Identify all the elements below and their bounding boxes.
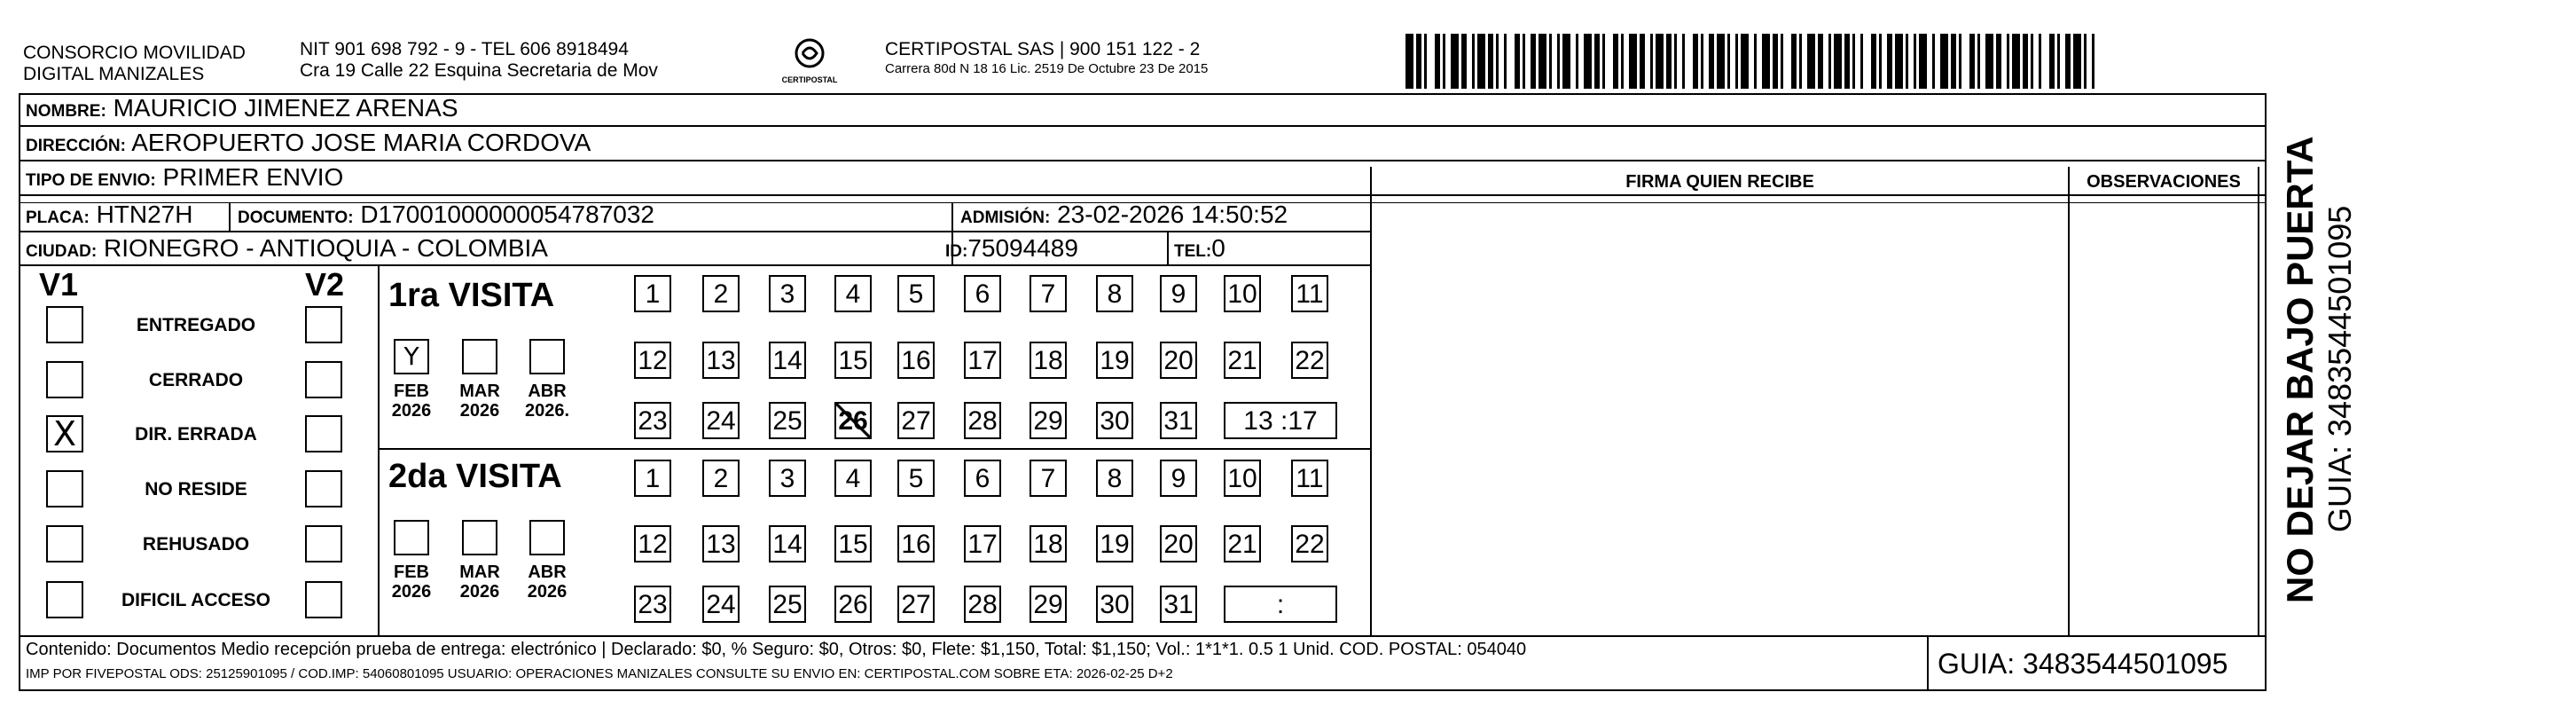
plate-value: HTN27H <box>96 201 193 228</box>
status-label: DIR. ERRADA <box>135 424 257 444</box>
day-checkbox[interactable]: 1 <box>634 460 671 497</box>
barcode-bar <box>1629 34 1637 89</box>
day-checkbox[interactable]: 21 <box>1224 342 1261 379</box>
barcode-bar <box>1451 34 1459 89</box>
day-checkbox[interactable]: 24 <box>702 586 740 623</box>
barcode-bar <box>1405 34 1413 89</box>
day-checkbox[interactable]: 26 <box>834 402 872 439</box>
barcode-bar <box>1416 34 1421 89</box>
company-line2: DIGITAL MANIZALES <box>23 64 205 84</box>
month-label: MAR <box>459 562 500 582</box>
day-checkbox[interactable]: 23 <box>634 586 671 623</box>
document-label: DOCUMENTO: <box>238 208 354 227</box>
status-label: DIFICIL ACCESO <box>121 590 270 610</box>
barcode-bar <box>1709 34 1714 89</box>
day-checkbox[interactable]: 13 <box>702 342 740 379</box>
barcode-bar <box>1996 34 2001 89</box>
day-checkbox[interactable]: 28 <box>964 586 1001 623</box>
day-checkbox[interactable]: 30 <box>1096 586 1133 623</box>
barcode-bar <box>1985 34 1993 89</box>
day-checkbox[interactable]: 14 <box>769 525 806 562</box>
barcode-bar <box>2092 34 2094 89</box>
document-value: D17001000000054787032 <box>360 201 654 228</box>
month-checkbox[interactable] <box>529 520 565 555</box>
name-label: NOMBRE: <box>26 102 106 121</box>
day-checkbox[interactable]: 29 <box>1030 402 1067 439</box>
logo-icon <box>792 35 827 71</box>
city-field <box>26 234 548 266</box>
certipostal-logo <box>770 35 850 84</box>
day-checkbox[interactable]: 12 <box>634 525 671 562</box>
company-name <box>23 43 246 85</box>
barcode-bar <box>1895 34 1903 89</box>
barcode-bar <box>1504 34 1507 89</box>
day-checkbox[interactable]: 21 <box>1224 525 1261 562</box>
day-checkbox[interactable]: 18 <box>1030 342 1067 379</box>
month-checkbox[interactable] <box>394 520 429 555</box>
name-value: MAURICIO JIMENEZ ARENAS <box>113 94 458 122</box>
month-label: ABR <box>528 562 567 582</box>
time-box[interactable]: : <box>1224 586 1337 623</box>
v1-checkbox[interactable] <box>46 581 83 618</box>
barcode-bar <box>1549 34 1552 89</box>
barcode-bar <box>1951 34 1956 89</box>
day-checkbox[interactable]: 26 <box>834 586 872 623</box>
nit-line: NIT 901 698 792 - 9 - TEL 606 8918494 <box>300 39 629 59</box>
barcode-bar <box>1852 34 1855 89</box>
barcode-bar <box>1443 34 1445 89</box>
year-label: 2026 <box>391 401 432 421</box>
month-label: FEB <box>394 562 429 582</box>
address-line: Cra 19 Calle 22 Esquina Secretaria de Mov <box>300 60 658 81</box>
barcode-bar <box>1799 34 1802 89</box>
col-line <box>2258 167 2259 635</box>
type-label: TIPO DE ENVIO: <box>26 171 156 190</box>
day-checkbox[interactable]: 9 <box>1160 460 1197 497</box>
barcode-bar <box>1773 34 1778 89</box>
barcode-bar <box>1871 34 1876 89</box>
type-field <box>26 163 343 195</box>
v2-checkbox[interactable] <box>305 470 342 507</box>
day-checkbox[interactable]: 15 <box>834 342 872 379</box>
day-checkbox[interactable]: 9 <box>1160 275 1197 312</box>
day-checkbox[interactable]: 23 <box>634 402 671 439</box>
barcode-bar <box>1906 34 1908 89</box>
barcode-bar <box>1727 34 1730 89</box>
month-label: FEB <box>394 382 429 401</box>
barcode-bar <box>1656 34 1664 89</box>
col-line <box>2068 167 2070 635</box>
day-checkbox[interactable]: 24 <box>702 402 740 439</box>
footer-guide: GUIA: 3483544501095 <box>1938 648 2228 680</box>
content-line: Contenido: Documentos Medio recepción prueba de entrega: electrónico | Declarado: $0, % Seguro: $0, Otros: $0, Flete: $1,150, Total: $1,150; Vol.: 1*1*1. 0.5 1 Unid. COD. POSTAL: 054040 <box>26 640 1527 659</box>
day-checkbox[interactable]: 1 <box>634 275 671 312</box>
imp-line: IMP POR FIVEPOSTAL ODS: 25125901095 / COD.IMP: 54060801095 USUARIO: OPERACIONES MANIZALES CONSULTE SU ENVIO EN: CERTIPOSTAL.COM SOBRE ETA: 2026-02-25 D+2 <box>26 666 1173 681</box>
day-checkbox[interactable]: 31 <box>1160 402 1197 439</box>
barcode-bar <box>1860 34 1863 89</box>
barcode-bar <box>1887 34 1892 89</box>
year-label: 2026. <box>524 401 570 421</box>
barcode-bar <box>1621 34 1624 89</box>
admission-field <box>960 201 1288 232</box>
barcode-bar <box>2031 34 2033 89</box>
day-checkbox[interactable]: 31 <box>1160 586 1197 623</box>
barcode-bar <box>1682 34 1685 89</box>
id-field <box>945 234 1078 266</box>
tel-value: 0 <box>1211 234 1225 262</box>
v1-checkbox[interactable] <box>46 525 83 562</box>
day-checkbox[interactable]: 3 <box>769 460 806 497</box>
visit-divider <box>378 448 1370 450</box>
barcode-bar <box>1435 34 1440 89</box>
day-checkbox[interactable]: 16 <box>897 342 935 379</box>
barcode-bar <box>1613 34 1618 89</box>
barcode-bar <box>1844 34 1850 89</box>
col-line <box>1927 635 1929 691</box>
second-visit-title: 2da VISITA <box>388 458 562 495</box>
day-checkbox[interactable]: 15 <box>834 525 872 562</box>
day-checkbox[interactable]: 18 <box>1030 525 1067 562</box>
type-value: PRIMER ENVIO <box>162 163 344 191</box>
month-checkbox[interactable]: Y <box>394 339 429 374</box>
barcode-bar <box>1959 34 1961 89</box>
day-checkbox[interactable]: 27 <box>897 402 935 439</box>
document-field <box>238 201 654 232</box>
carrier-line2: Carrera 80d N 18 16 Lic. 2519 De Octubre 23 De 2015 <box>885 61 1209 76</box>
day-checkbox[interactable]: 5 <box>897 275 935 312</box>
barcode-bar <box>2065 34 2071 89</box>
day-checkbox[interactable]: 11 <box>1291 275 1328 312</box>
year-label: 2026 <box>391 582 432 602</box>
month-label: MAR <box>459 382 500 401</box>
name-field <box>26 94 458 126</box>
barcode-bar <box>2057 34 2060 89</box>
day-checkbox[interactable]: 2 <box>702 460 740 497</box>
barcode-bar <box>1461 34 1467 89</box>
day-checkbox[interactable]: 20 <box>1160 525 1197 562</box>
barcode-bar <box>1818 34 1823 89</box>
id-value: 75094489 <box>967 234 1078 262</box>
day-checkbox[interactable]: 8 <box>1096 460 1133 497</box>
first-visit-title: 1ra VISITA <box>388 277 555 314</box>
v1-checkbox[interactable]: X <box>46 415 83 452</box>
v1-checkbox[interactable] <box>46 470 83 507</box>
col-line <box>378 264 380 635</box>
barcode-bar <box>2049 34 2055 89</box>
day-checkbox[interactable]: 4 <box>834 275 872 312</box>
barcode-bar <box>1515 34 1520 89</box>
day-checkbox[interactable]: 20 <box>1160 342 1197 379</box>
barcode-bar <box>1496 34 1499 89</box>
side-guide: GUIA: 3483544501095 <box>2322 205 2358 532</box>
observations-header: OBSERVACIONES <box>2087 172 2241 192</box>
sender-info <box>300 39 658 82</box>
v2-checkbox[interactable] <box>305 361 342 398</box>
col-line <box>1370 167 1372 635</box>
day-checkbox[interactable]: 12 <box>634 342 671 379</box>
col-line <box>1167 231 1169 264</box>
barcode-bar <box>1807 34 1815 89</box>
barcode-bar <box>1940 34 1948 89</box>
day-checkbox[interactable]: 19 <box>1096 342 1133 379</box>
company-line1: CONSORCIO MOVILIDAD <box>23 43 246 63</box>
barcode-bar <box>1594 34 1600 89</box>
day-checkbox[interactable]: 11 <box>1291 460 1328 497</box>
barcode-bar <box>1919 34 1927 89</box>
status-label: REHUSADO <box>142 534 250 555</box>
barcode-bar <box>1701 34 1703 89</box>
v2-checkbox[interactable] <box>305 525 342 562</box>
day-checkbox[interactable]: 6 <box>964 275 1001 312</box>
barcode-bar <box>2007 34 2009 89</box>
address-label: DIRECCIÓN: <box>26 137 126 155</box>
barcode-bar <box>1717 34 1725 89</box>
barcode-bar <box>1557 34 1560 89</box>
day-checkbox[interactable]: 29 <box>1030 586 1067 623</box>
barcode-bar <box>1602 34 1605 89</box>
v1-header: V1 <box>39 266 79 303</box>
day-checkbox[interactable]: 28 <box>964 402 1001 439</box>
barcode-bar <box>1576 34 1578 89</box>
day-checkbox[interactable]: 14 <box>769 342 806 379</box>
address-value: AEROPUERTO JOSE MARIA CORDOVA <box>131 129 591 156</box>
admission-label: ADMISIÓN: <box>960 208 1051 227</box>
footer-line <box>19 635 2267 637</box>
month-checkbox[interactable] <box>462 339 497 374</box>
tel-label: TEL: <box>1174 242 1212 261</box>
day-checkbox[interactable]: 5 <box>897 460 935 497</box>
day-checkbox[interactable]: 3 <box>769 275 806 312</box>
plate-field <box>26 201 192 232</box>
status-label: NO RESIDE <box>145 479 247 500</box>
barcode-bar <box>1674 34 1677 89</box>
barcode-bar <box>1834 34 1842 89</box>
carrier-line1: CERTIPOSTAL SAS | 900 151 122 - 2 <box>885 39 1201 59</box>
id-label: ID: <box>945 242 968 261</box>
barcode-bar <box>1735 34 1738 89</box>
barcode-bar <box>1932 34 1935 89</box>
barcode-bar <box>1584 34 1592 89</box>
barcode-bar <box>1969 34 1975 89</box>
barcode-bar <box>1650 34 1653 89</box>
tel-field <box>1174 234 1225 266</box>
city-label: CIUDAD: <box>26 242 98 261</box>
day-checkbox[interactable]: 25 <box>769 402 806 439</box>
barcode-bar <box>1741 34 1749 89</box>
barcode-bar <box>2084 34 2087 89</box>
barcode-bar <box>1562 34 1570 89</box>
v2-header: V2 <box>305 266 345 303</box>
barcode-bar <box>1781 34 1783 89</box>
day-checkbox[interactable]: 10 <box>1224 460 1261 497</box>
v2-checkbox[interactable] <box>305 306 342 343</box>
row-line <box>19 194 2267 196</box>
barcode-bar <box>1539 34 1546 89</box>
day-checkbox[interactable]: 22 <box>1291 342 1328 379</box>
barcode-bar <box>2012 34 2020 89</box>
barcode-bar <box>1472 34 1475 89</box>
barcode-bar <box>1531 34 1536 89</box>
barcode-bar <box>1488 34 1493 89</box>
barcode-bar <box>1640 34 1645 89</box>
status-label: ENTREGADO <box>136 315 256 335</box>
day-checkbox[interactable]: 16 <box>897 525 935 562</box>
barcode-bar <box>1762 34 1770 89</box>
plate-label: PLACA: <box>26 208 90 227</box>
day-checkbox[interactable]: 10 <box>1224 275 1261 312</box>
v2-checkbox[interactable] <box>305 581 342 618</box>
barcode-bar <box>1879 34 1882 89</box>
day-checkbox[interactable]: 8 <box>1096 275 1133 312</box>
v1-checkbox[interactable] <box>46 361 83 398</box>
time-box[interactable]: 13 :17 <box>1224 402 1337 439</box>
day-checkbox[interactable]: 7 <box>1030 460 1067 497</box>
no-dejar-text: NO DEJAR BAJO PUERTA <box>2279 136 2321 603</box>
month-checkbox[interactable] <box>529 339 565 374</box>
barcode-bar <box>1477 34 1485 89</box>
day-checkbox[interactable]: 6 <box>964 460 1001 497</box>
day-checkbox[interactable]: 19 <box>1096 525 1133 562</box>
barcode-bar <box>1914 34 1916 89</box>
barcode-bar <box>1828 34 1831 89</box>
status-label: CERRADO <box>148 370 244 390</box>
month-label: ABR <box>528 382 567 401</box>
day-checkbox[interactable]: 25 <box>769 586 806 623</box>
v1-checkbox[interactable] <box>46 306 83 343</box>
logo-text: CERTIPOSTAL <box>781 75 838 84</box>
barcode-bar <box>2023 34 2028 89</box>
day-checkbox[interactable]: 22 <box>1291 525 1328 562</box>
admission-value: 23-02-2026 14:50:52 <box>1057 201 1288 228</box>
barcode-bar <box>1424 34 1427 89</box>
barcode-bar <box>1754 34 1757 89</box>
address-field <box>26 129 591 161</box>
carrier-info <box>885 39 1208 78</box>
v2-checkbox[interactable] <box>305 415 342 452</box>
barcode-bar <box>2039 34 2041 89</box>
day-checkbox[interactable]: 2 <box>702 275 740 312</box>
barcode-bar <box>1693 34 1698 89</box>
day-checkbox[interactable]: 27 <box>897 586 935 623</box>
col-line <box>229 202 231 231</box>
day-checkbox[interactable]: 17 <box>964 525 1001 562</box>
year-label: 2026 <box>527 582 568 602</box>
barcode-bar <box>1666 34 1672 89</box>
day-checkbox[interactable]: 30 <box>1096 402 1133 439</box>
barcode-bar <box>1523 34 1525 89</box>
month-checkbox[interactable] <box>462 520 497 555</box>
year-label: 2026 <box>459 401 500 421</box>
signature-header: FIRMA QUIEN RECIBE <box>1625 172 1814 192</box>
year-label: 2026 <box>459 582 500 602</box>
barcode-bar <box>1791 34 1797 89</box>
day-checkbox[interactable]: 17 <box>964 342 1001 379</box>
barcode-bar <box>1977 34 1980 89</box>
day-checkbox[interactable]: 7 <box>1030 275 1067 312</box>
day-checkbox[interactable]: 4 <box>834 460 872 497</box>
city-value: RIONEGRO - ANTIOQUIA - COLOMBIA <box>104 234 548 262</box>
barcode-bar <box>2073 34 2081 89</box>
day-checkbox[interactable]: 13 <box>702 525 740 562</box>
